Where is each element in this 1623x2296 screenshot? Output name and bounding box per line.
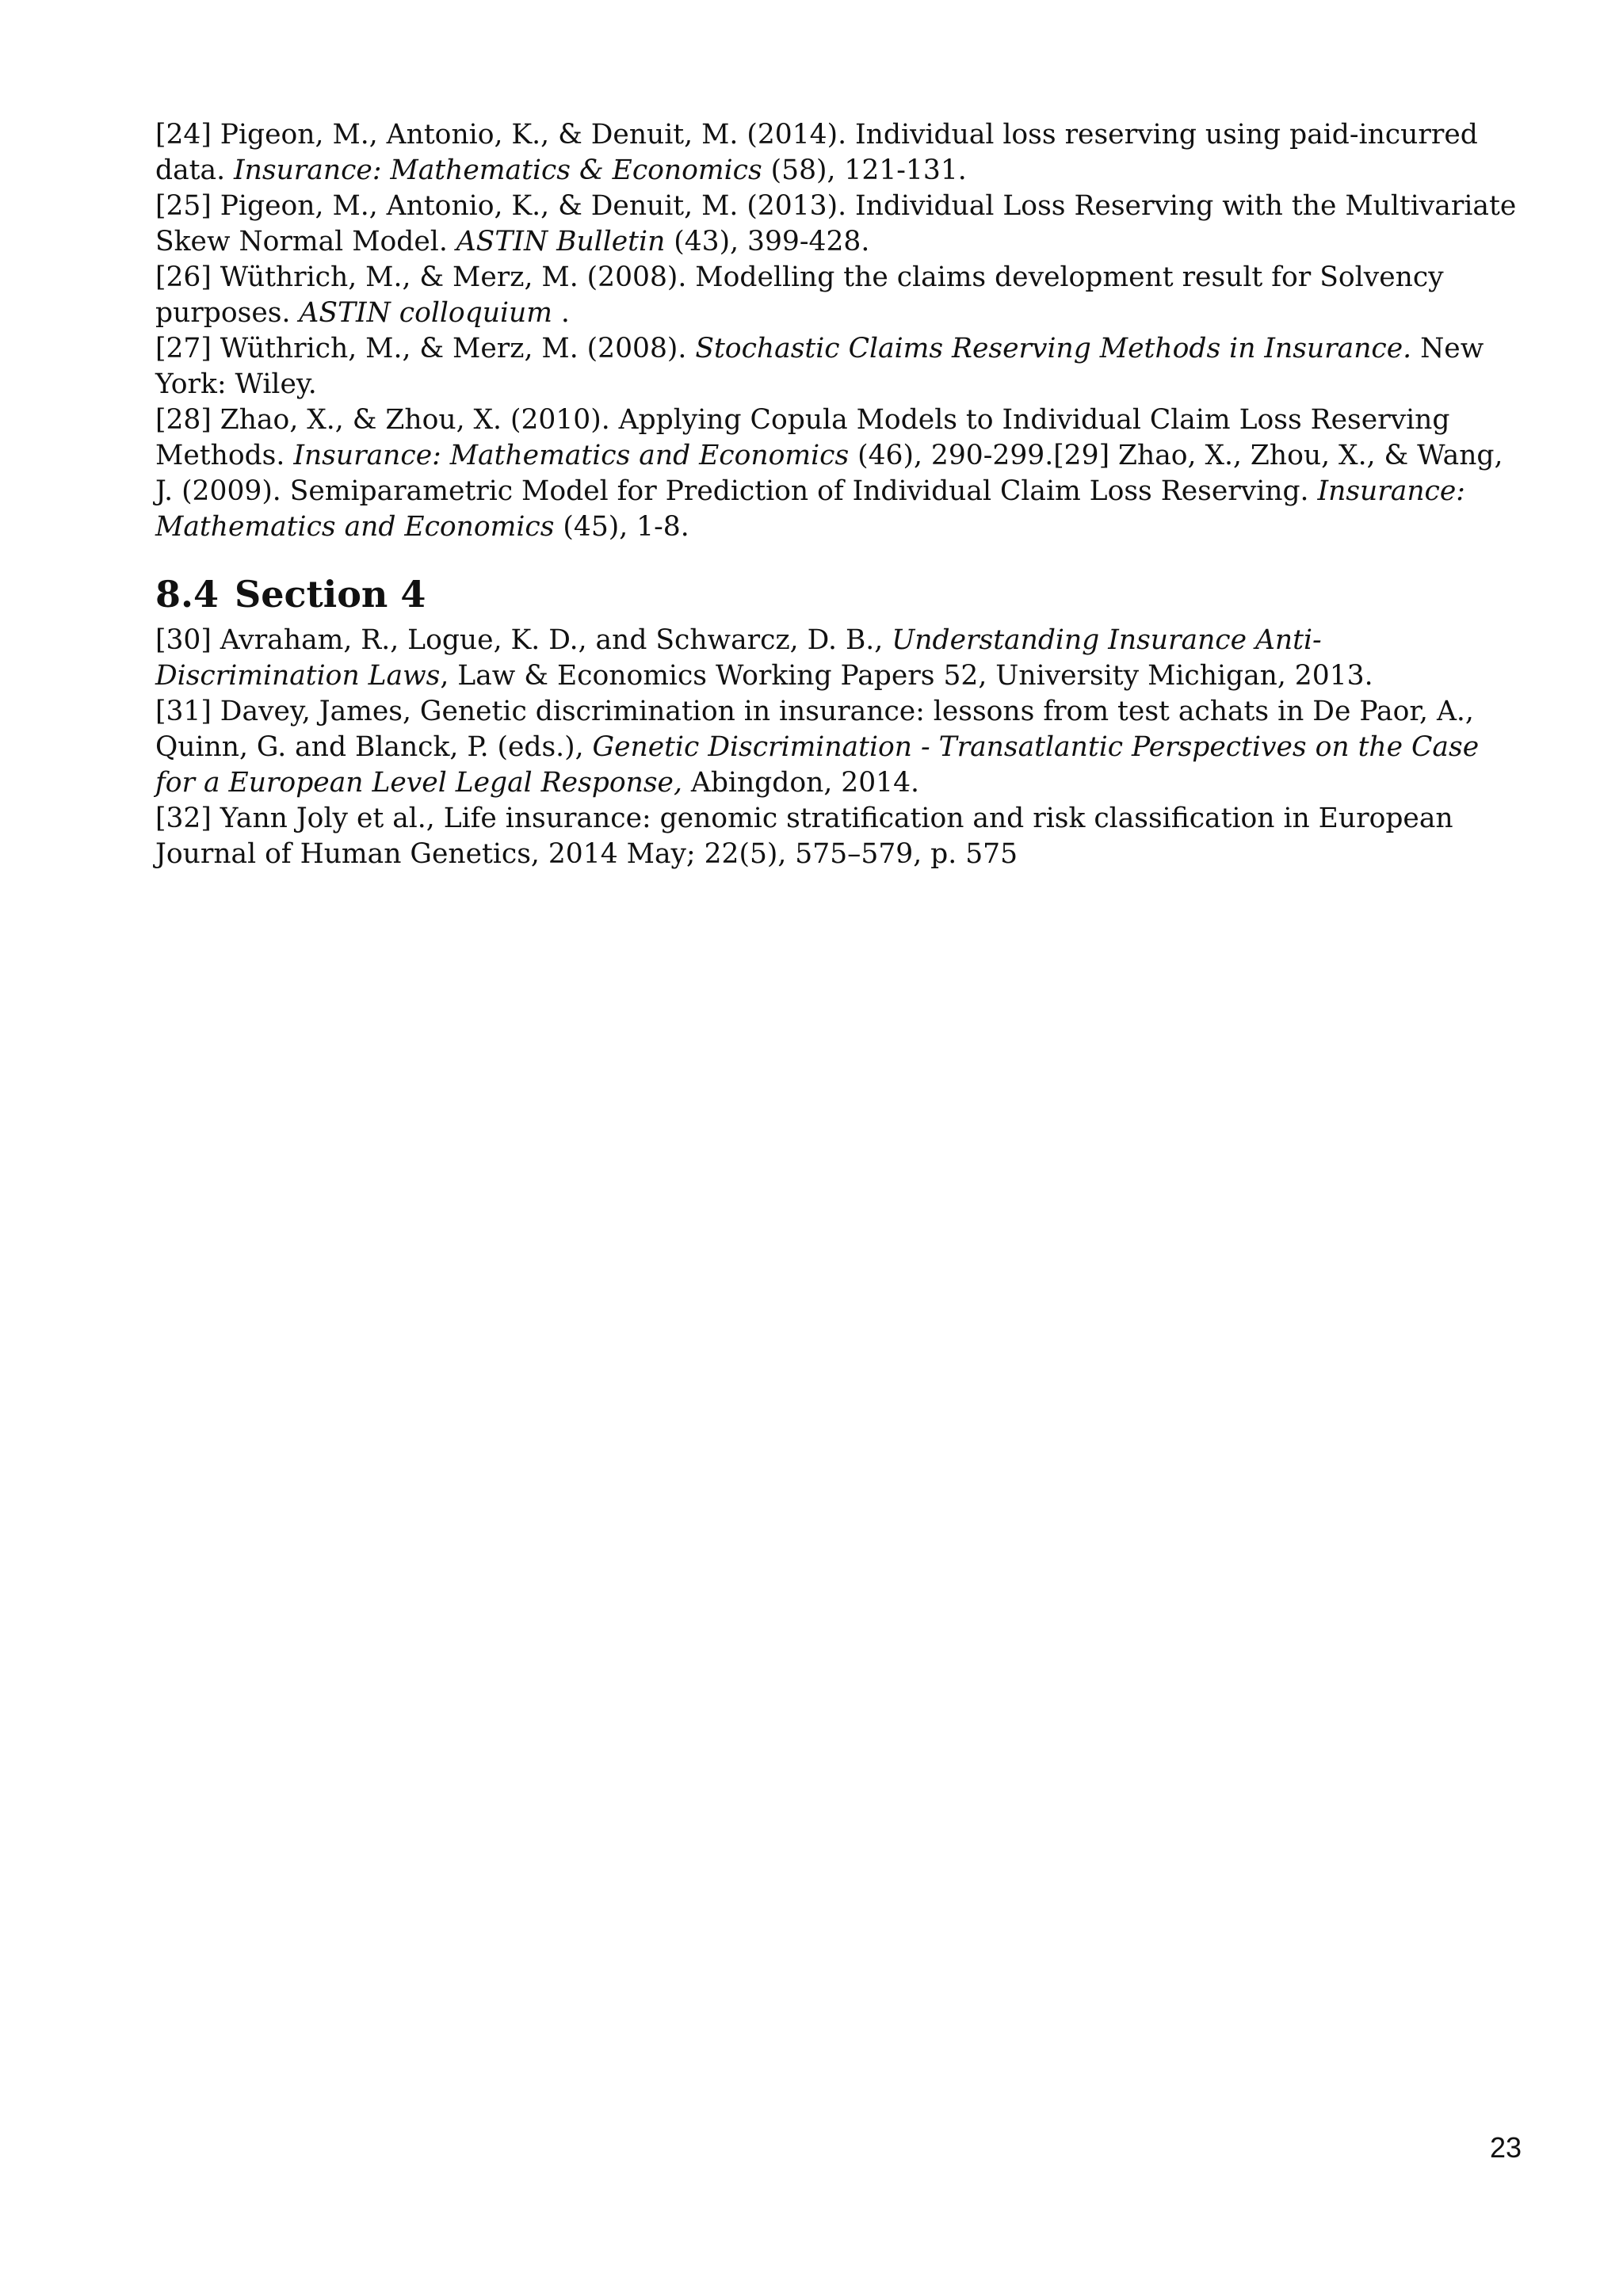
reference-journal: Insurance: Mathematics & Economics — [234, 154, 762, 186]
reference-text: [32] Yann Joly et al., Life insurance: genomic stratification and risk classification in European Journal of Human Genetics, 2014 May; 22(5), 575–579, p. 575 — [155, 803, 1453, 870]
reference-text: [24] Pigeon, M., Antonio, K., & Denuit, M. (2014). Individual loss reserving using paid-incurred data. — [155, 119, 1478, 186]
reference-24 — [155, 117, 1518, 189]
section-number: 8.4 — [155, 573, 220, 616]
reference-text: [28] Zhao, X., & Zhou, X. (2010). Applying Copula Models to Individual Claim Loss Reserving Methods. — [155, 404, 1450, 471]
reference-text: (46), 290-299.[29] Zhao, X., Zhou, X., & Wang, J. (2009). Semiparametric Model for Prediction of Individual Claim Loss Reserving. — [155, 440, 1503, 507]
reference-text: (58), 121-131. — [762, 154, 967, 186]
reference-27 — [155, 331, 1518, 402]
reference-text: . — [552, 297, 570, 329]
reference-28-29 — [155, 402, 1518, 545]
reference-text: (45), 1-8. — [554, 511, 689, 543]
reference-title: Understanding Insurance Anti-Discrimination Laws — [155, 624, 1322, 692]
reference-title: Genetic Discrimination - Transatlantic Perspectives on the Case for a European Level Legal Response, — [155, 731, 1480, 799]
reference-journal: ASTIN Bulletin — [456, 226, 666, 257]
reference-text: [27] Wüthrich, M., & Merz, M. (2008). — [155, 333, 696, 364]
reference-text: [31] Davey, James, Genetic discrimination in insurance: lessons from test achats in De Paor, A., Quinn, G. and Blanck, P. (eds.), — [155, 696, 1474, 763]
reference-journal: Insurance: Mathematics and Economics — [293, 440, 850, 471]
reference-text: Abingdon, 2014. — [682, 767, 920, 799]
page-number: 23 — [1489, 2131, 1522, 2164]
reference-journal: ASTIN colloquium — [299, 297, 552, 329]
reference-25 — [155, 189, 1518, 260]
reference-list-section-4 — [155, 623, 1518, 872]
reference-journal: Insurance: Mathematics and Economics — [155, 475, 1465, 543]
section-title: Section 4 — [235, 573, 426, 616]
reference-26 — [155, 260, 1518, 331]
reference-list — [155, 117, 1518, 545]
reference-30 — [155, 623, 1518, 694]
reference-31 — [155, 694, 1518, 801]
reference-text: New York: Wiley. — [155, 333, 1484, 400]
reference-text: [26] Wüthrich, M., & Merz, M. (2008). Modelling the claims development result for Solvency purposes. — [155, 261, 1444, 329]
reference-32 — [155, 801, 1518, 872]
reference-text: , Law & Economics Working Papers 52, University Michigan, 2013. — [440, 660, 1373, 692]
reference-text: [30] Avraham, R., Logue, K. D., and Schwarcz, D. B., — [155, 624, 892, 656]
reference-text: (43), 399-428. — [665, 226, 870, 257]
reference-title: Stochastic Claims Reserving Methods in Insurance. — [695, 333, 1412, 364]
section-heading — [155, 572, 1518, 616]
reference-text: [25] Pigeon, M., Antonio, K., & Denuit, M. (2013). Individual Loss Reserving with the Multivariate Skew Normal Model. — [155, 190, 1517, 257]
